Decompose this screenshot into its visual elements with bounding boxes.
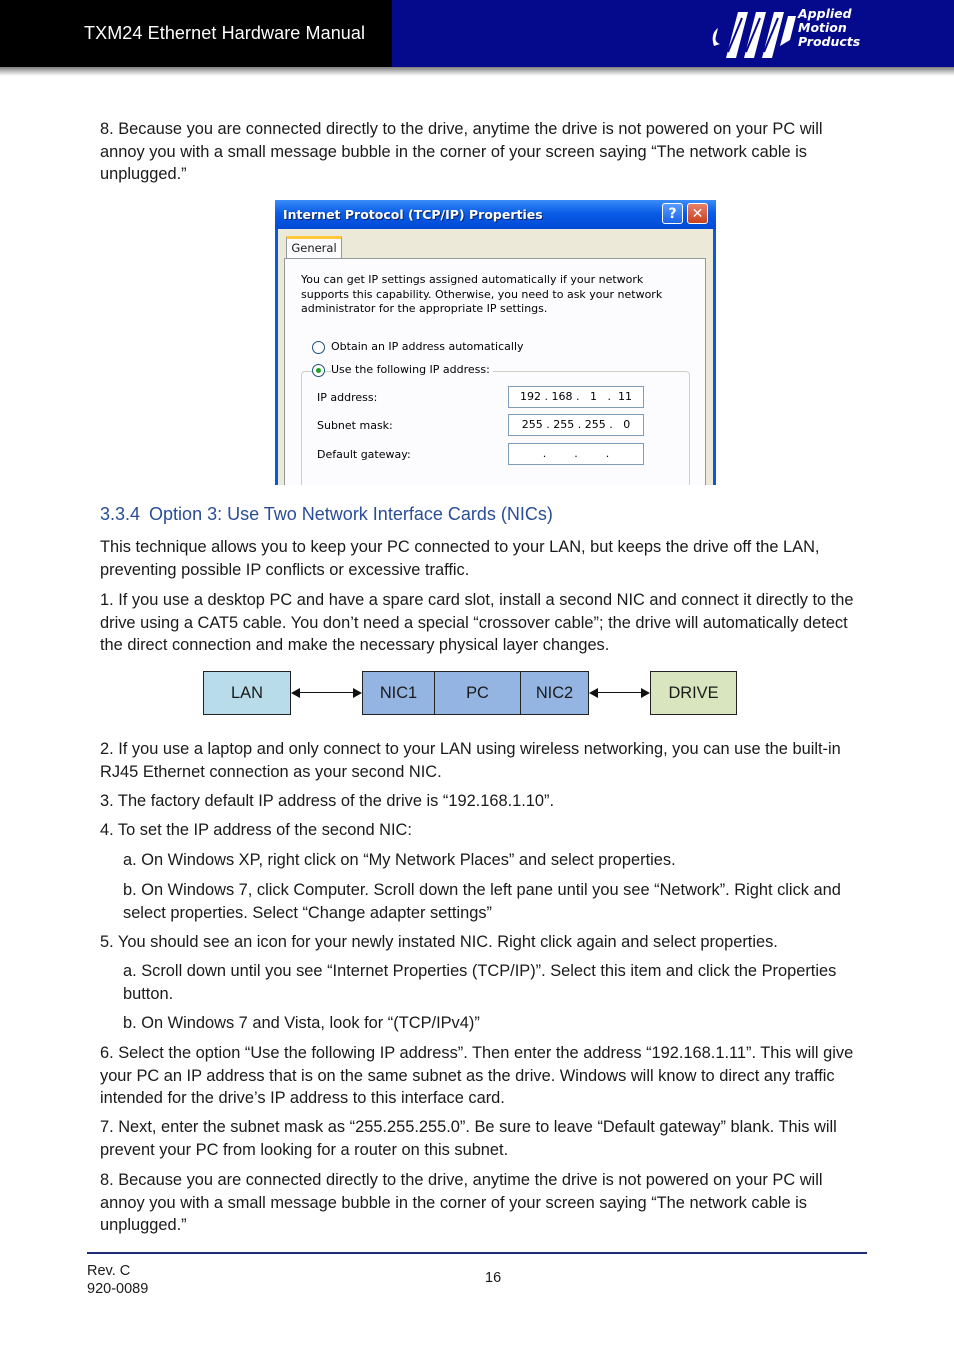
paragraph-step-5a: a. Scroll down until you see “Internet Properties (TCP/IP)”. Select this item and click the Properties button.	[123, 962, 837, 1003]
lan-nic1-connector	[298, 692, 356, 693]
arrow-left-icon	[291, 688, 300, 698]
ip-address-label: IP address:	[317, 391, 378, 404]
paragraph-step-7: 7. Next, enter the subnet mask as “255.255.255.0”. Be sure to leave “Default gateway” blank. This will prevent your PC from looking for a router on this subnet.	[100, 1118, 837, 1159]
default-gateway-label: Default gateway:	[317, 448, 411, 461]
header-brand-bar	[392, 0, 954, 67]
drive-box: DRIVE	[650, 671, 737, 715]
paragraph-step-4: 4. To set the IP address of the second NIC:	[100, 821, 412, 839]
help-button[interactable]: ?	[662, 203, 683, 224]
paragraph-step-4b: b. On Windows 7, click Computer. Scroll down the left pane until you see “Network”. Right click and select properties. Select “Change adapter settings”	[123, 881, 841, 922]
footer-rule	[87, 1252, 867, 1254]
paragraph-step-5: 5. You should see an icon for your newly instated NIC. Right click again and select properties.	[100, 933, 778, 951]
page-number: 16	[485, 1270, 502, 1286]
dialog-body	[278, 229, 713, 485]
ip-address-field[interactable]: 192 . 168 . 1 . 11	[508, 386, 644, 408]
use-following-ip-radio[interactable]	[312, 364, 325, 377]
tcpip-properties-dialog	[275, 200, 716, 485]
intro-paragraph: This technique allows you to keep your PC connected to your LAN, but keeps the drive off the LAN, preventing possible IP conflicts or excessive traffic.	[100, 538, 820, 579]
dialog-title: Internet Protocol (TCP/IP) Properties	[283, 207, 543, 222]
use-following-ip-label: Use the following IP address:	[331, 363, 493, 376]
obtain-ip-automatically-label: Obtain an IP address automatically	[331, 340, 524, 353]
applied-motion-logo-icon	[708, 6, 804, 62]
close-button[interactable]: ✕	[687, 203, 708, 224]
manual-title: TXM24 Ethernet Hardware Manual	[84, 23, 366, 43]
arrow-right-icon	[353, 688, 362, 698]
paragraph-step-6: 6. Select the option “Use the following IP address”. Then enter the address “192.168.1.11”. This will give your PC an IP address that is on the same subnet as the drive. Windows will know to direct any traffic intended for the drive’s IP address to this interface card.	[100, 1044, 854, 1107]
paragraph-step-2: 2. If you use a laptop and only connect to your LAN using wireless networking, you can use the built-in RJ45 Ethernet connection as your second NIC.	[100, 740, 841, 781]
section-heading	[100, 504, 553, 525]
paragraph-step-3: 3. The factory default IP address of the drive is “192.168.1.10”.	[100, 792, 555, 810]
section-number: 3.3.4	[100, 504, 141, 524]
paragraph-step-1: 1. If you use a desktop PC and have a spare card slot, install a second NIC and connect it directly to the drive using a CAT5 cable. You don’t need a special “crossover cable”; the drive will automatically detect the direct connection and make the necessary physical layer changes.	[100, 591, 854, 654]
paragraph-step-8-top: 8. Because you are connected directly to the drive, anytime the drive is not powered on your PC will annoy you with a small message bubble in the corner of your screen saying “The network cable is unplugged.”	[100, 120, 823, 183]
subnet-mask-field[interactable]: 255 . 255 . 255 . 0	[508, 414, 644, 436]
section-title: Option 3: Use Two Network Interface Cards (NICs)	[149, 504, 553, 524]
paragraph-step-8: 8. Because you are connected directly to the drive, anytime the drive is not powered on your PC will annoy you with a small message bubble in the corner of your screen saying “The network cable is unplugged.”	[100, 1171, 823, 1234]
nic1-box: NIC1	[362, 671, 435, 715]
subnet-mask-label: Subnet mask:	[317, 419, 393, 432]
dialog-description: You can get IP settings assigned automatically if your network supports this capability. Otherwise, you need to ask your network administrator for the appropriate IP settings.	[301, 273, 663, 315]
paragraph-step-5b: b. On Windows 7 and Vista, look for “(TCP/IPv4)”	[123, 1014, 480, 1032]
dialog-titlebar	[275, 200, 716, 229]
tab-general[interactable]: General	[286, 236, 342, 258]
arrow-right-icon	[641, 688, 650, 698]
lan-box: LAN	[203, 671, 291, 715]
default-gateway-field[interactable]: . . .	[508, 443, 644, 465]
obtain-ip-automatically-radio[interactable]	[312, 341, 325, 354]
paragraph-step-4a: a. On Windows XP, right click on “My Network Places” and select properties.	[123, 851, 676, 869]
pc-box: PC	[434, 671, 521, 715]
revision-label: Rev. C	[87, 1263, 131, 1279]
nic2-box: NIC2	[520, 671, 589, 715]
arrow-left-icon	[589, 688, 598, 698]
nic2-drive-connector	[596, 692, 644, 693]
document-number: 920-0089	[87, 1281, 149, 1297]
header-shadow	[0, 67, 954, 76]
logo-wordmark: Applied Motion Products	[798, 6, 861, 49]
general-tab-panel	[284, 258, 706, 485]
footer-revision	[87, 1262, 148, 1298]
